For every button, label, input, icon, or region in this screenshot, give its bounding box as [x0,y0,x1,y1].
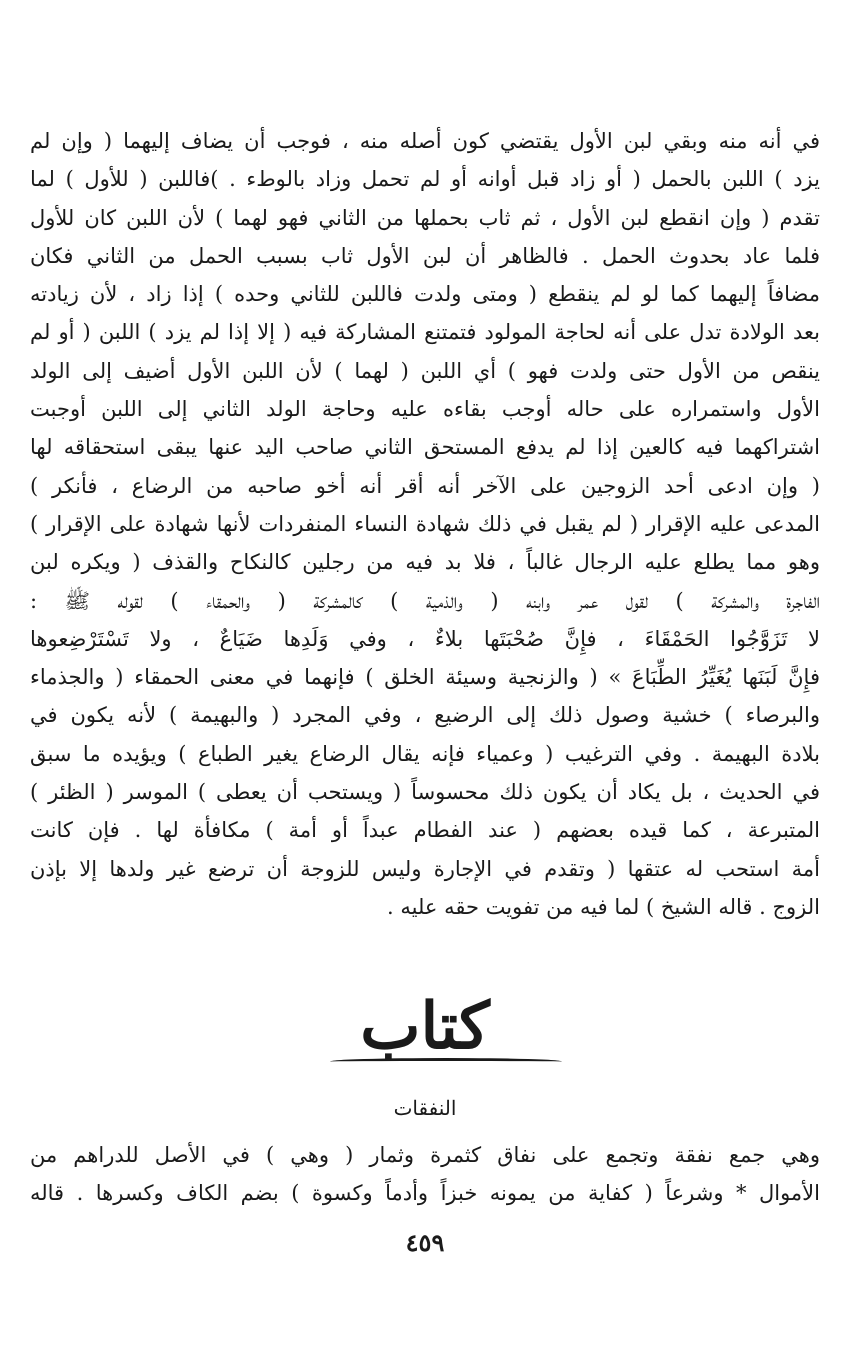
text-line: الزوج . قاله الشيخ ) لما فيه من تفويت حقه عليه . [387,894,820,919]
text-line: الفاجرة والمشركة ) لقول عمر وابنه ( والذمية ) كالمشركة ( والحمقاء ) لقوله ﷺ : [30,588,820,613]
book-heading: كتاب [360,989,490,1064]
text-line: فلما عاد بحدوث الحمل . فالظاهر أن لبن الأول ثاب بسبب الحمل من الثاني فكان [30,243,820,268]
text-line: اشتراكهما فيه كالعين إذا لم يدفع المستحق الثاني صاحب اليد عنها يبقى استحقاقه لها [30,435,820,460]
text-line: بعد الولادة تدل على أنه لحاجة المولود فتمتنع المشاركة فيه ( إلا إذا لم يزد ) اللبن ( أو لم [30,320,820,345]
text-line: وهو مما يطلع عليه الرجال غالباً ، فلا بد فيه من رجلين كالنكاح والقذف ( ويكره لبن [30,550,820,575]
text-line: الأول واستمراره على حاله أوجب بقاءه عليه وحاجة الولد الثاني إلى اللبن أوجبت [30,397,820,422]
page-number: ٤٥٩ [405,1228,445,1257]
text-line: أمة استحب له عتقها ( وتقدم في الإجارة وليس للزوجة أن ترضع غير ولدها إلا بإذن [30,856,820,881]
text-line: وهي جمع نفقة وتجمع على نفاق كثمرة وثمار ( وهي ) في الأصل للدراهم من [30,1143,820,1167]
text-line: تقدم ( وإن انقطع لبن الأول ، ثم ثاب بحملها من الثاني فهو لهما ) لأن اللبن كان للأول [30,205,820,230]
main-text-block [30,122,820,926]
text-line: فإِنَّ لَبَنَها يُغَيِّرُ الطِّبَاعَ » ( والزنجية وسيئة الخلق ) فإنهما في معنى الحمقاء ( والجذماء [30,665,820,690]
text-line: والبرصاء ) خشية وصول ذلك إلى الرضيع ، وفي المجرد ( والبهيمة ) لأنه يكون في [30,703,820,728]
text-line: مضافاً إليهما كما لو لم ينقطع ( ومتى ولدت فاللبن للثاني وحده ) إذا زاد ، لأن زيادته [30,282,820,307]
text-line: بلادة البهيمة . وفي الترغيب ( وعمياء فإنه يقال الرضاع يغير الطباع ) ويؤيده ما سبق [30,741,820,766]
heading-ornament [330,1058,562,1065]
text-line: المتبرعة ، كما قيده بعضهم ( عند الفطام عبداً أو أمة ) مكافأة لها . فإن كانت [30,818,820,843]
text-line: في أنه منه وبقي لبن الأول يقتضي كون أصله منه ، فوجب أن يضاف إليهما ( وإن لم [30,129,820,153]
chapter-title: النفقات [393,1096,457,1120]
chapter-opening-text [30,1136,820,1212]
text-line: الأموال * وشرعاً ( كفاية من يمونه خبزاً وأدماً وكسوة ) بضم الكاف وكسرها . قاله [30,1181,820,1205]
text-line: في الحديث ، بل يكاد أن يكون ذلك محسوساً ( ويستحب أن يعطى ) الموسر ( الظئر ) [30,780,820,805]
text-line: ( وإن ادعى أحد الزوجين على الآخر أنه أقر أنه أخو صاحبه من الرضاع ، فأنكر ) [30,473,820,498]
text-line: المدعى عليه الإقرار ( لم يقبل في ذلك شهادة النساء المنفردات لأنها شهادة على الإقرار ) [30,511,820,536]
text-line: لا تَزَوَّجُوا الحَمْقَاءَ ، فإِنَّ صُحْبَتَها بلاءٌ ، وفي وَلَدِها ضَيَاعٌ ، ولا تَسْتَرْضِعوها [30,626,820,651]
text-line: يزد ) اللبن بالحمل ( أو زاد قبل أوانه أو لم تحمل وزاد بالوطء . )فاللبن ( للأول ) لما [30,167,820,192]
text-line: ينقص من الأول حتى ولدت فهو ) أي اللبن ( لهما ) لأن اللبن الأول أضيف إلى الولد [30,358,820,383]
